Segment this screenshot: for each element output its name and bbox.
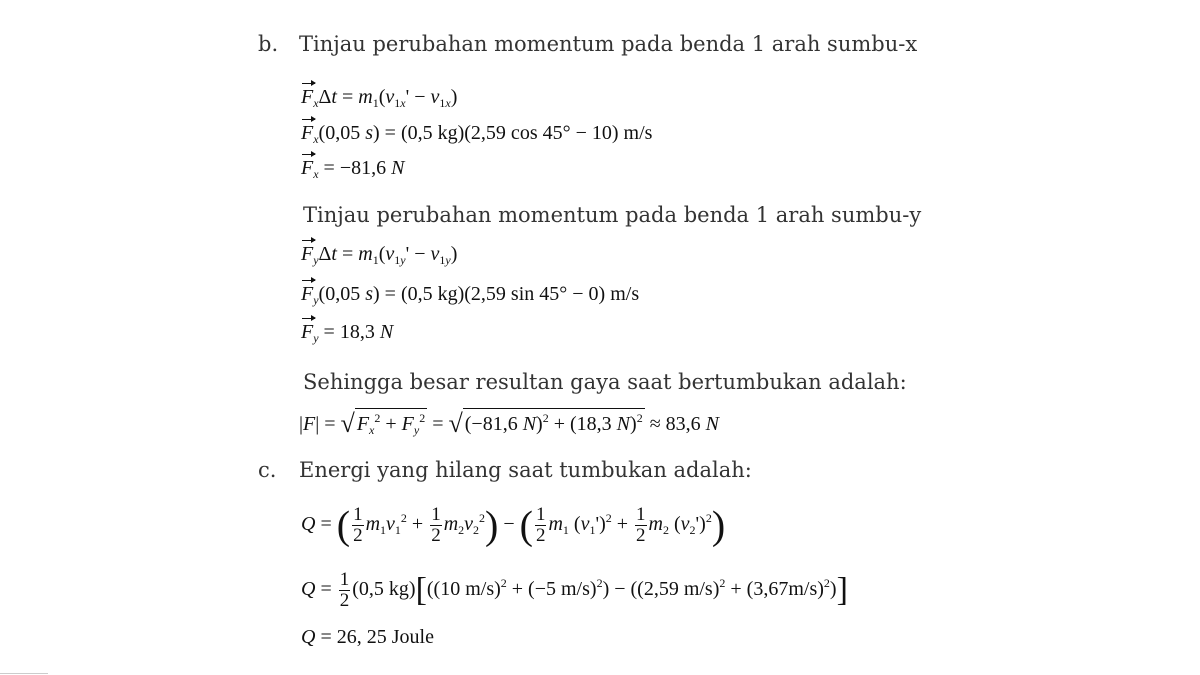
equation-y2: $F_y(0,05$ s) = (0,5 kg)(2,59 sin 45° − 0) m/s [301, 283, 640, 307]
equation-q1: Q = ( $\frac{1}{2}$ $m_1v_1^2$ + $\frac{1}{2}$ $m_2v_2^2$) − ( $\frac{1}{2}$ $m_1$ $(v_1')^2$ + $\frac{1}{2}$ $m_2$ $(v_2')^2$) [301, 502, 726, 548]
equation-x3: $F_x = -81,6$ N [301, 157, 405, 181]
section-b-heading: Tinjau perubahan momentum pada benda 1 arah sumbu-x [299, 32, 918, 56]
heading-y-direction: Tinjau perubahan momentum pada benda 1 arah sumbu-y [303, 203, 922, 227]
equation-q2: Q = $\frac{1}{2}$ (0,5 kg)[((10 m/s)$^2$ + (−5 m/s)$^2$) − ((2,59 $m/s)^2 + (3,67m/s)^2$)] [301, 569, 848, 611]
section-c-label: c. [258, 458, 277, 482]
equation-resultant: |F| = √ $F_x^2 + F_y^2$ = √ (−81,6 N)$^2$ + (18,3 N)$^2$ ≈ 83,6 N [299, 409, 720, 438]
equation-y1: $F_y\Delta t = m_1(v_{1y}' - v_{1y})$ [301, 243, 458, 267]
equation-x2: $F_x(0,05$ s) = (0,5 kg)(2,59 cos 45° − 10) m/s [301, 122, 653, 146]
section-c-heading: Energi yang hilang saat tumbukan adalah: [299, 458, 752, 482]
heading-resultant: Sehingga besar resultan gaya saat bertumbukan adalah: [303, 370, 907, 394]
equation-x1: $F_x\Delta t = m_1(v_{1x}' - v_{1x})$ [301, 86, 458, 110]
section-b-label: b. [258, 32, 279, 56]
equation-y3: $F_y = 18,3$ N [301, 321, 394, 345]
equation-q3: Q = 26, 25 Joule [301, 626, 434, 648]
page-edge-line [0, 673, 48, 674]
